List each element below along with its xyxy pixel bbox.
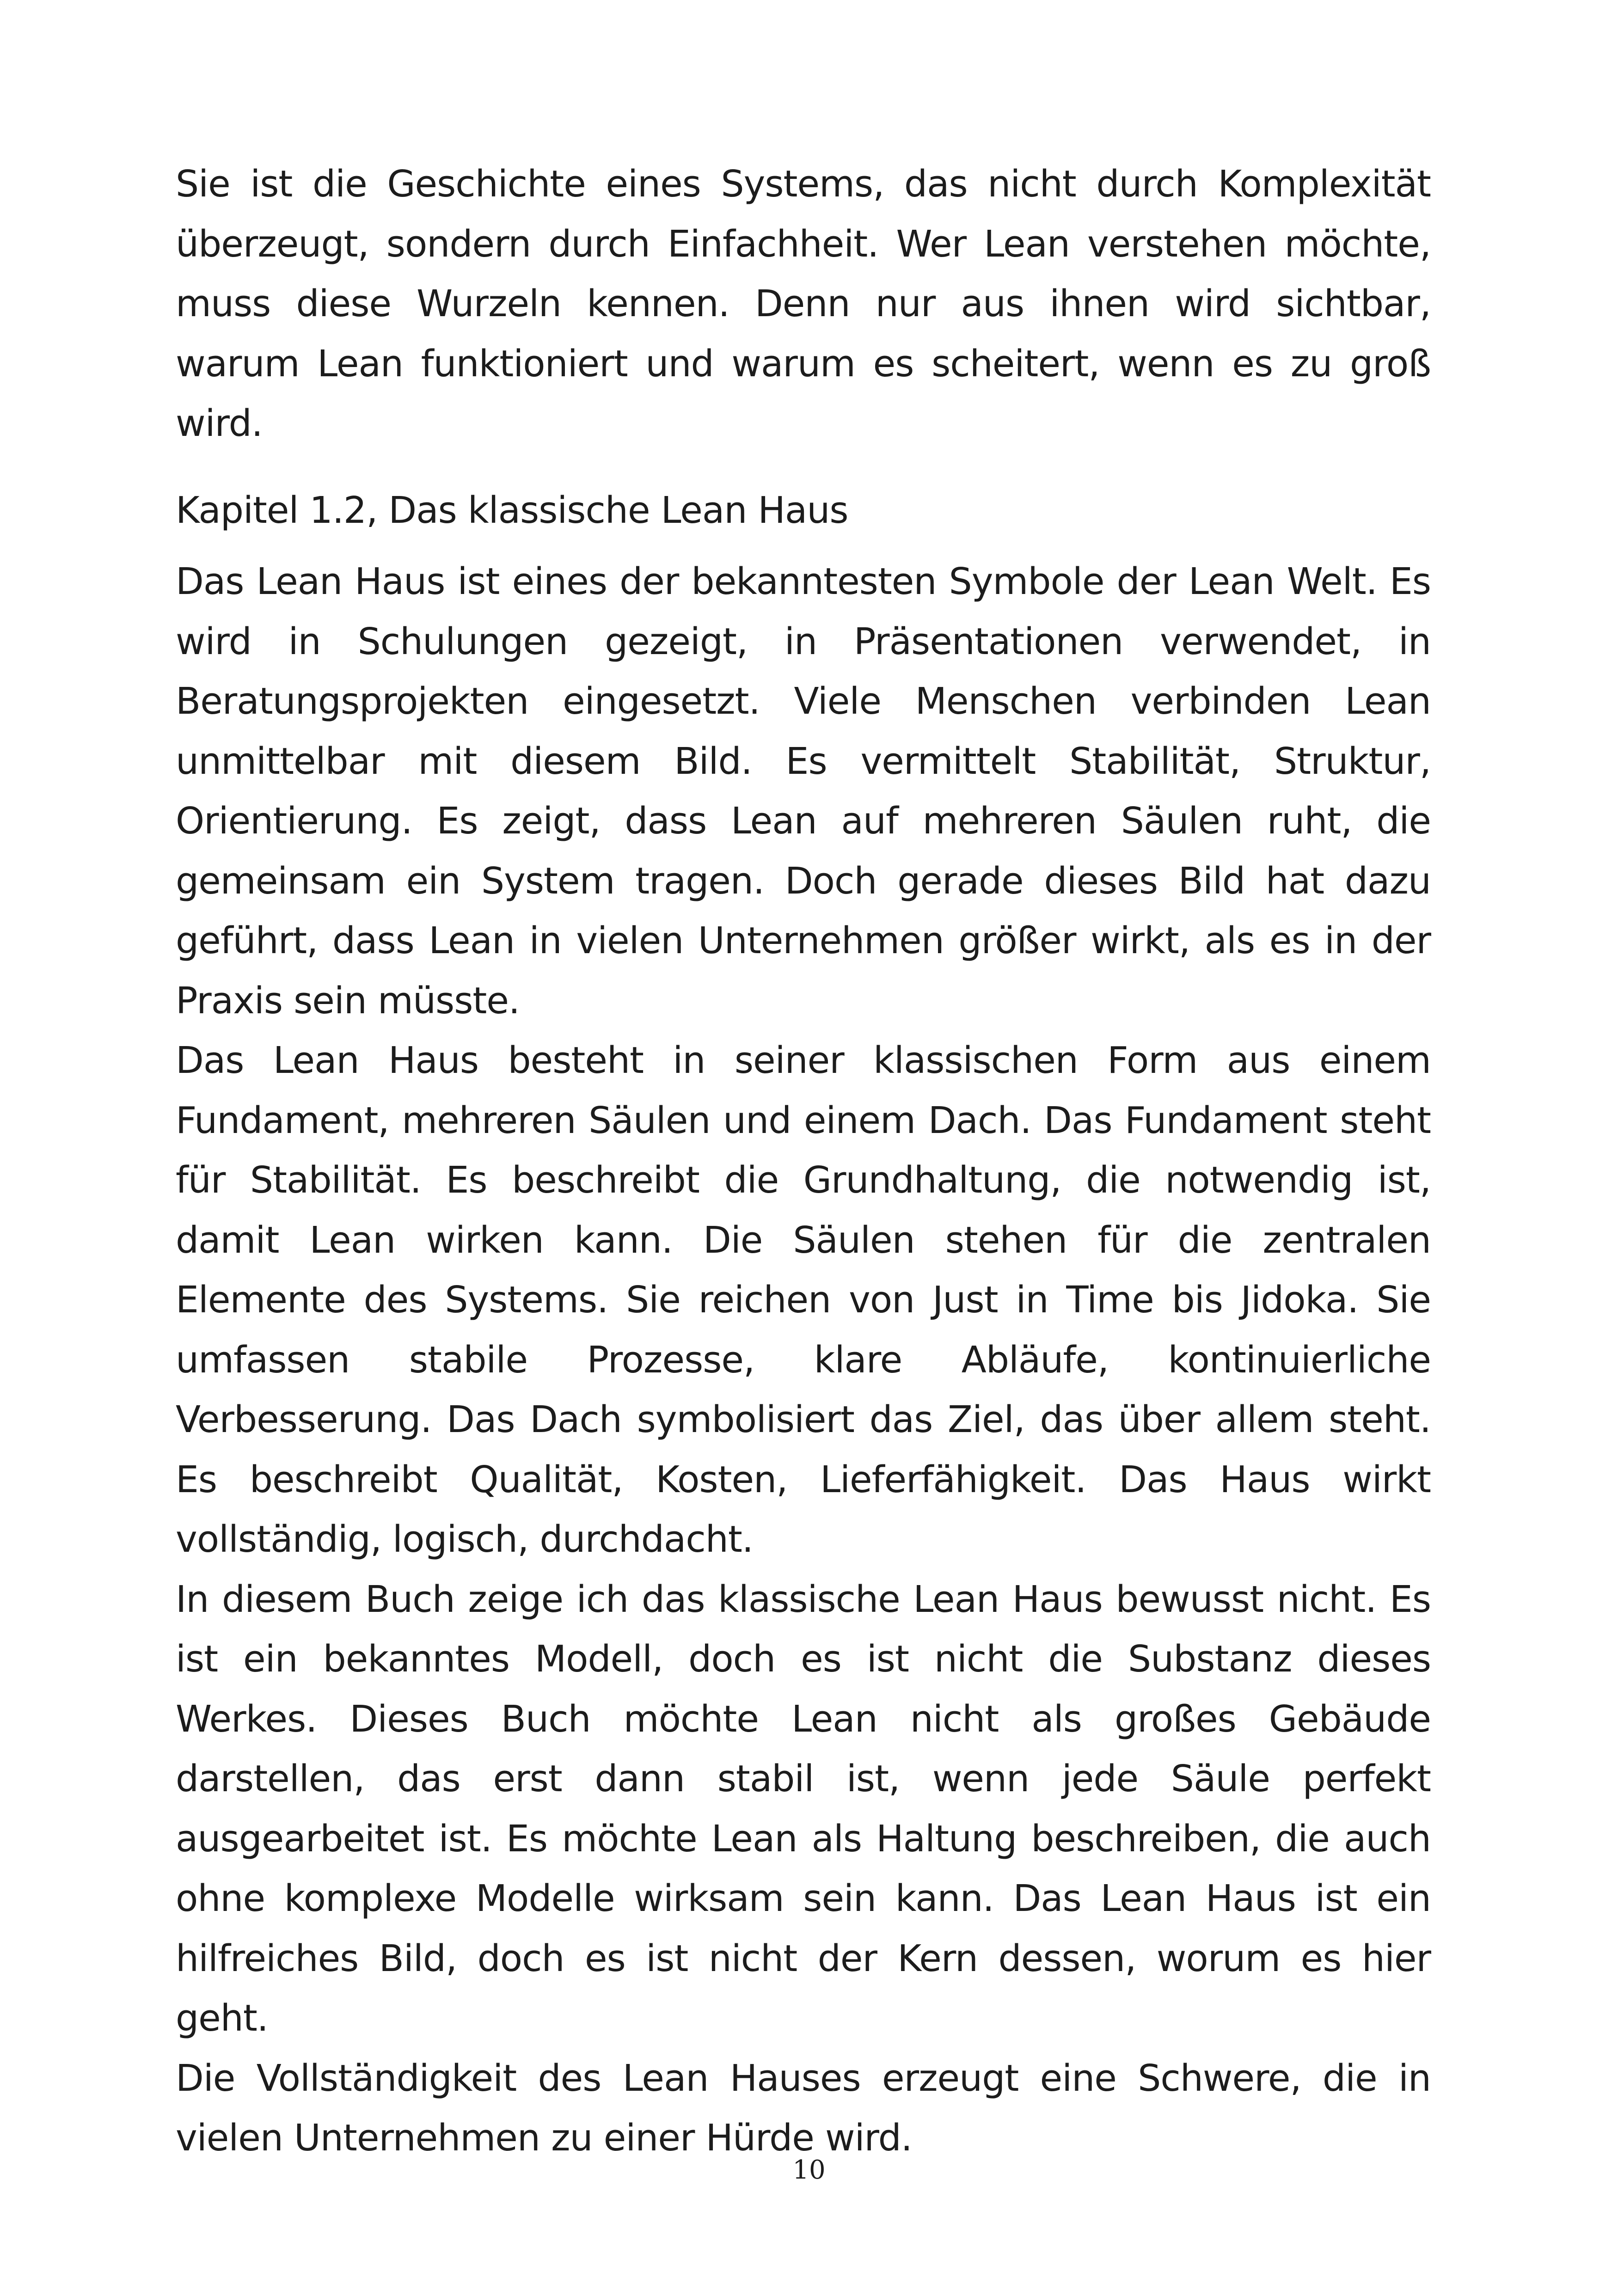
intro-section xyxy=(176,154,1431,454)
chapter-body xyxy=(176,552,1431,2168)
chapter-heading: Kapitel 1.2, Das klassische Lean Haus xyxy=(176,489,848,532)
page-number: 10 xyxy=(792,2155,826,2185)
chapter-paragraph: In diesem Buch zeige ich das klassische Lean Haus bewusst nicht. Es ist ein bekanntes Modell, doch es ist nicht die Substanz dieses Werkes. Dieses Buch möchte Lean nicht als großes Gebäude darstellen, das erst dann stabil ist, wenn jede Säule perfekt ausgearbeitet ist. Es möchte Lean als Haltung beschreiben, die auch ohne komplexe Modelle wirksam sein kann. Das Lean Haus ist ein hilfreiches Bild, doch es ist nicht der Kern dessen, worum es hier geht. xyxy=(176,1578,1431,2039)
intro-paragraph: Sie ist die Geschichte eines Systems, das nicht durch Komplexität überzeugt, sondern durch Einfachheit. Wer Lean verstehen möchte, muss diese Wurzeln kennen. Denn nur aus ihnen wird sichtbar, warum Lean funktioniert und warum es scheitert, wenn es zu groß wird. xyxy=(176,163,1431,445)
chapter-paragraph: Das Lean Haus besteht in seiner klassischen Form aus einem Fundament, mehreren Säulen und einem Dach. Das Fundament steht für Stabilität. Es beschreibt die Grundhaltung, die notwendig ist, damit Lean wirken kann. Die Säulen stehen für die zentralen Elemente des Systems. Sie reichen von Just in Time bis Jidoka. Sie umfassen stabile Prozesse, klare Abläufe, kontinuierliche Verbesserung. Das Dach symbolisiert das Ziel, das über allem steht. Es beschreibt Qualität, Kosten, Lieferfähigkeit. Das Haus wirkt vollständig, logisch, durchdacht. xyxy=(176,1039,1431,1561)
chapter-paragraph: Die Vollständigkeit des Lean Hauses erzeugt eine Schwere, die in vielen Unternehmen zu einer Hürde wird. xyxy=(176,2057,1431,2159)
chapter-paragraph: Das Lean Haus ist eines der bekanntesten Symbole der Lean Welt. Es wird in Schulungen gezeigt, in Präsentationen verwendet, in Beratungsprojekten eingesetzt. Viele Menschen verbinden Lean unmittelbar mit diesem Bild. Es vermittelt Stabilität, Struktur, Orientierung. Es zeigt, dass Lean auf mehreren Säulen ruht, die gemeinsam ein System tragen. Doch gerade dieses Bild hat dazu geführt, dass Lean in vielen Unternehmen größer wirkt, als es in der Praxis sein müsste. xyxy=(176,560,1431,1022)
